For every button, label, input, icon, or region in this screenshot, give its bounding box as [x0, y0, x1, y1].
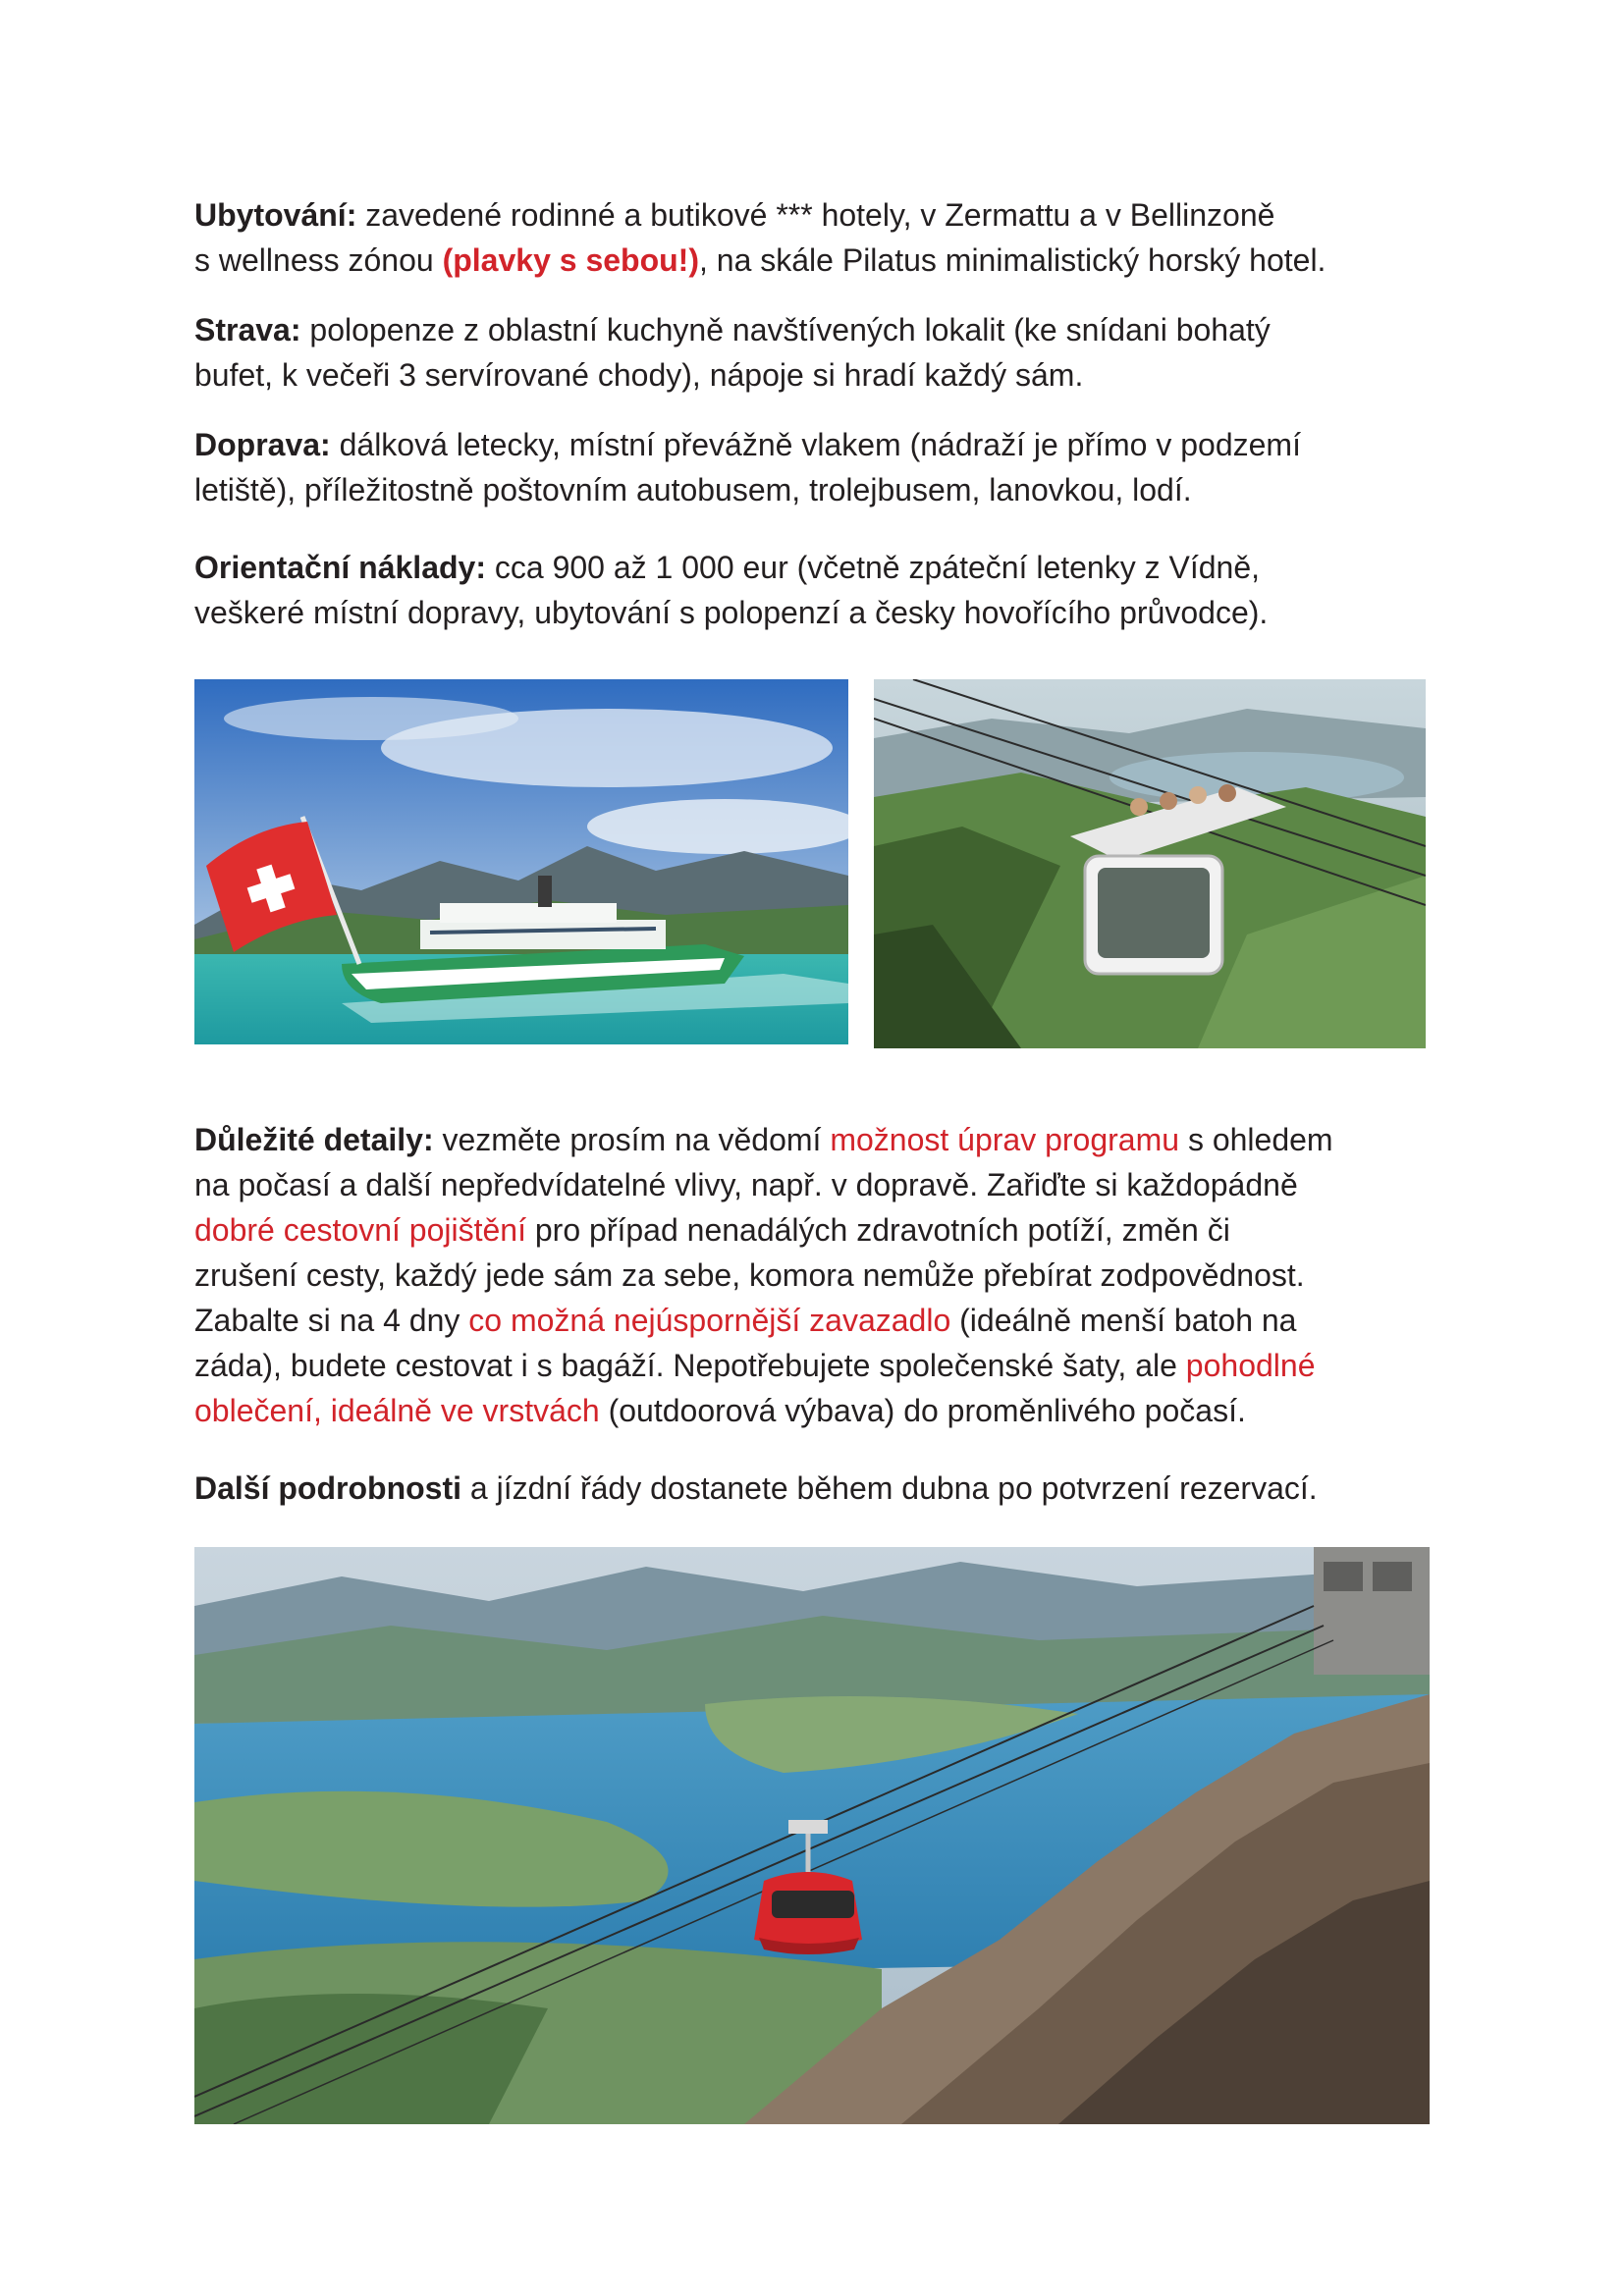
details-label: Důležité detaily: — [194, 1122, 434, 1157]
transport-text-1: dálková letecky, místní převážně vlakem (nádraží je přímo v podzemí — [330, 427, 1301, 462]
details-paragraph — [194, 1117, 1471, 1433]
more-info-label: Další podrobnosti — [194, 1470, 461, 1506]
details-text-4: pro případ nenadálých zdravotních potíží, změn či — [525, 1212, 1230, 1248]
lake-steamer-image — [194, 679, 848, 1044]
cable-car-image — [874, 679, 1426, 1048]
details-text-7: (ideálně menší batoh na — [950, 1303, 1297, 1338]
details-text-9: (outdoorová výbava) do proměnlivého počasí. — [599, 1393, 1246, 1428]
details-text-8: záda), budete cestovat i s bagáží. Nepotřebujete společenské šaty, ale — [194, 1348, 1186, 1383]
food-text-1: polopenze z oblastní kuchyně navštívených lokalit (ke snídani bohatý — [300, 312, 1271, 347]
details-highlight-luggage: co možná nejúspornější zavazadlo — [468, 1303, 951, 1338]
costs-text-1: cca 900 až 1 000 eur (včetně zpáteční letenky z Vídně, — [485, 550, 1261, 585]
accommodation-text-1: zavedené rodinné a butikové *** hotely, v Zermattu a v Bellinzoně — [356, 197, 1275, 233]
details-text-2: s ohledem — [1179, 1122, 1333, 1157]
transport-text-2: letiště), příležitostně poštovním autobusem, trolejbusem, lanovkou, lodí. — [194, 472, 1192, 507]
gondola-image — [194, 1547, 1430, 2124]
photo-lake-steamer — [194, 679, 848, 1044]
accommodation-label: Ubytování: — [194, 197, 357, 233]
details-text-3: na počasí a další nepředvídatelné vlivy, např. v dopravě. Zařiďte si každopádně — [194, 1167, 1298, 1202]
food-label: Strava: — [194, 312, 301, 347]
photo-red-gondola — [194, 1547, 1430, 2124]
details-highlight-clothing-2: oblečení, ideálně ve vrstvách — [194, 1393, 600, 1428]
transport-label: Doprava: — [194, 427, 331, 462]
details-text-5: zrušení cesty, každý jede sám za sebe, komora nemůže přebírat zodpovědnost. — [194, 1257, 1305, 1293]
more-info-paragraph — [194, 1466, 1471, 1511]
photo-open-cable-car — [874, 679, 1426, 1048]
costs-text-2: veškeré místní dopravy, ubytování s polopenzí a česky hovořícího průvodce). — [194, 595, 1269, 630]
transport-paragraph — [194, 422, 1471, 512]
accommodation-highlight: (plavky s sebou!) — [442, 242, 699, 278]
costs-paragraph — [194, 545, 1471, 635]
accommodation-paragraph — [194, 192, 1471, 283]
details-highlight-insurance: dobré cestovní pojištění — [194, 1212, 526, 1248]
details-highlight-clothing-1: pohodlné — [1185, 1348, 1316, 1383]
details-highlight-program: možnost úprav programu — [830, 1122, 1180, 1157]
accommodation-text-3: , na skále Pilatus minimalistický horský hotel. — [698, 242, 1326, 278]
details-text-1: vezměte prosím na vědomí — [433, 1122, 831, 1157]
costs-label: Orientační náklady: — [194, 550, 486, 585]
accommodation-text-2: s wellness zónou — [194, 242, 443, 278]
food-paragraph — [194, 307, 1471, 398]
food-text-2: bufet, k večeři 3 servírované chody), nápoje si hradí každý sám. — [194, 357, 1084, 393]
more-info-text: a jízdní řády dostanete během dubna po potvrzení rezervací. — [461, 1470, 1318, 1506]
details-text-6: Zabalte si na 4 dny — [194, 1303, 469, 1338]
